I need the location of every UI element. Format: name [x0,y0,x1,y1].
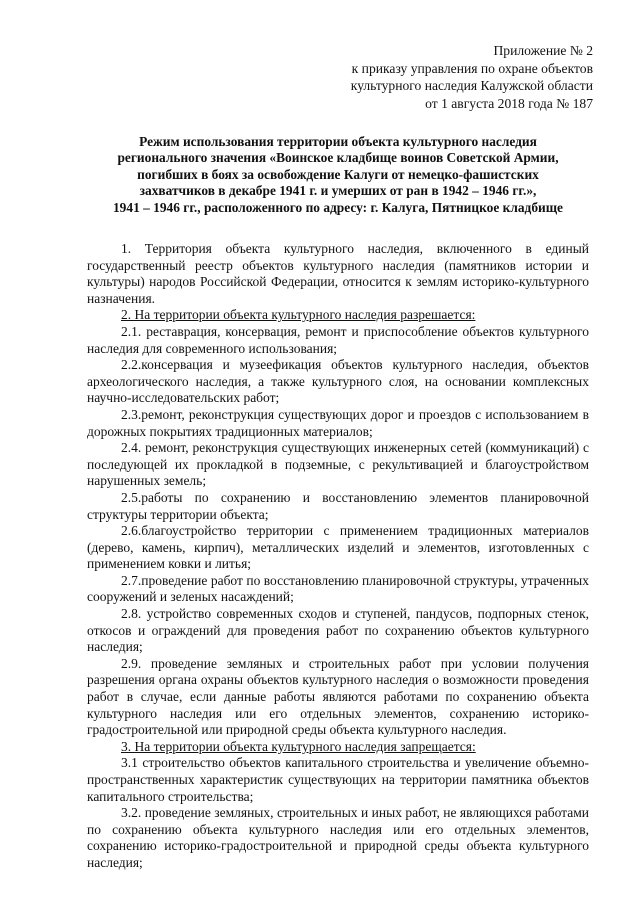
appendix-line: культурного наследия Калужской области [350,78,593,93]
paragraph-3-2: 3.2. проведение земляных, строительных и иных работ, не являющихся работами по сохранению объекта культурного наследия или его отдельных элементов, сохранению историко-градостроительной и природной среды объекта культурного наследия; [87,805,589,870]
title-line: захватчиков в декабре 1941 г. и умерших от ран в 1942 – 1946 гг.», [139,183,537,199]
paragraph-2-4: 2.4. ремонт, реконструкция существующих инженерных сетей (коммуникаций) с последующей их прокладкой в подземные, с рекультивацией и благоустройством нарушенных земель; [87,440,589,489]
document-body [87,241,589,872]
paragraph-2-1: 2.1. реставрация, консервация, ремонт и приспособление объектов культурного наследия для современного использования; [87,323,589,356]
appendix-line: к приказу управления по охране объектов [351,60,593,76]
title-line: 1941 – 1946 гг., расположенного по адресу: г. Калуга, Пятницкое кладбище [112,199,563,215]
appendix-line: от 1 августа 2018 года № 187 [425,95,593,111]
title-line: погибших в боях за освобождение Калуги от немецко-фашистских [137,166,539,182]
paragraph-2-8: 2.8. устройство современных сходов и ступеней, пандусов, подпорных стенок, откосов и ограждений для проведения работ по сохранению объектов культурного наследия; [87,606,589,655]
paragraph-2-3: 2.3.ремонт, реконструкция существующих дорог и проездов с использованием в дорожных покрытиях традиционных материалов; [87,406,589,439]
section-2-heading: 2. На территории объекта культурного наследия разрешается: [121,307,476,323]
appendix-header [351,42,593,112]
title-line: Режим использования территории объекта культурного наследия [139,134,537,149]
title-line: регионального значения «Воинское кладбище воинов Советской Армии, [117,150,559,166]
paragraph-2-6: 2.6.благоустройство территории с применением традиционных материалов (дерево, камень, кирпич), металлических изделий и элементов, изготовленных с применением ковки и литья; [87,523,589,572]
paragraph-1: 1. Территория объекта культурного наследия, включенного в единый государственный реестр объектов культурного наследия (памятников истории и культуры) народов Российской Федерации, относится к землям историко-культурного назначения. [87,241,589,306]
paragraph-2-2: 2.2.консервация и музеефикация объектов культурного наследия, объектов археологического наследия, а также культурного слоя, на основании комплексных научно-исследовательских работ; [87,357,589,406]
paragraph-2-5: 2.5.работы по сохранению и восстановлению элементов планировочной структуры территории объекта; [87,489,589,522]
appendix-line: Приложение № 2 [493,43,593,58]
paragraph-2-9: 2.9. проведение земляных и строительных работ при условии получения разрешения органа охраны объектов культурного наследия о возможности проведения работ в случае, если данные работы являются работами по сохранению объекта культурного наследия или его отдельных элементов, сохранению историко-градостроительной или природной среды объекта культурного наследия. [87,655,589,738]
paragraph-2-7: 2.7.проведение работ по восстановлению планировочной структуры, утраченных сооружений и зеленых насаждений; [87,572,589,605]
document-title [87,134,589,216]
paragraph-3-1: 3.1 строительство объектов капитального строительства и увеличение объемно-пространственных характеристик существующих на территории памятника объектов капитального строительства; [87,755,589,804]
section-3-heading: 3. На территории объекта культурного наследия запрещается: [121,738,476,754]
